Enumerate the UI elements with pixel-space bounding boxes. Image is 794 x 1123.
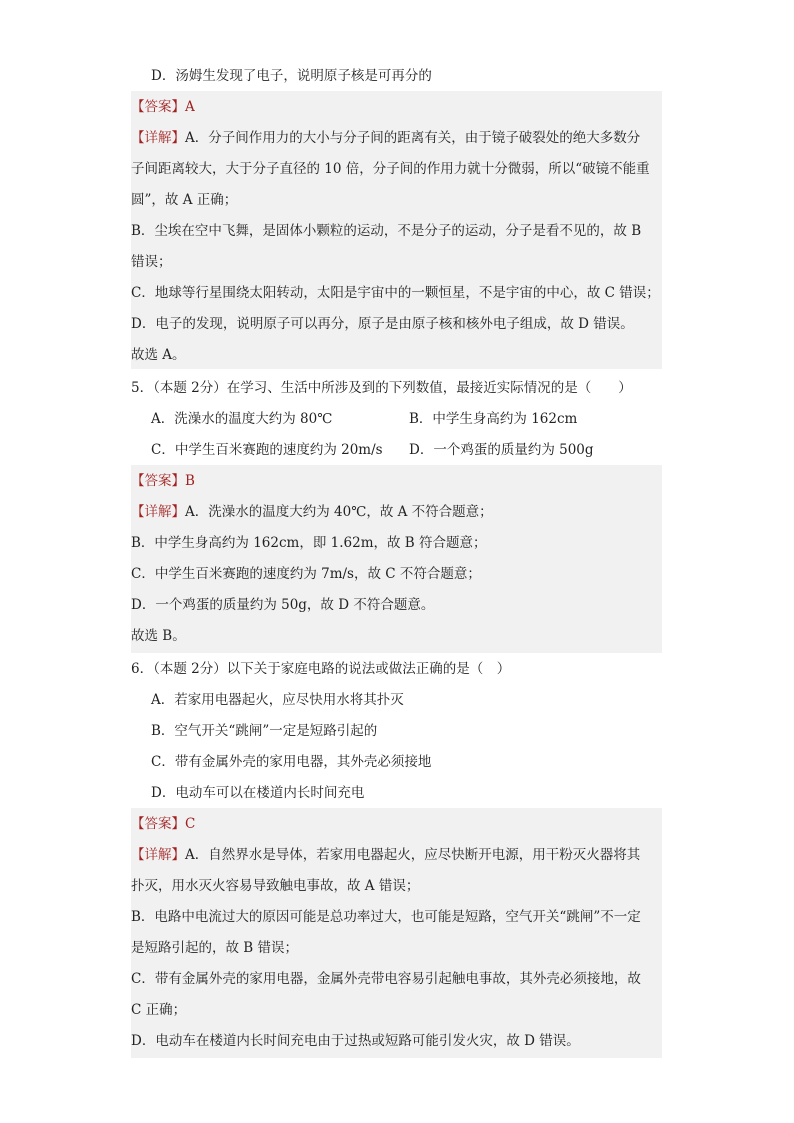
q6-option-b: B．空气开关“跳闸”一定是短路引起的 [151,723,378,739]
q6-option-a: A．若家用电器起火，应尽快用水将其扑灭 [151,692,404,708]
q5-detail-line-0 [131,502,493,522]
answer-tag: 【答案】 [131,99,185,115]
q5-detail-line-3: D．一个鸡蛋的质量约为 50g，故 D 不符合题意。 [131,597,435,613]
detail-tag: 【详解】 [131,847,185,863]
q4-detail-line-0 [131,128,640,148]
q5-option-c: C．中学生百米赛跑的速度约为 20m/s [151,442,383,458]
q4-answer [131,97,195,117]
detail-text: A．自然界水是导体，若家用电器起火，应尽快断开电源，用干粉灭火器将其 [185,847,641,863]
q4-detail-line-2: 圆”，故 A 正确； [131,192,238,208]
q6-stem: 6．（本题 2分）以下关于家庭电路的说法或做法正确的是（ ） [131,661,511,677]
q5-option-d: D．一个鸡蛋的质量约为 500g [409,442,594,458]
q5-detail-line-4: 故选 B。 [131,628,186,644]
q6-detail-line-0 [131,845,640,865]
detail-text: A．洗澡水的温度大约为 40℃，故 A 不符合题意； [185,504,493,520]
detail-text: A．分子间作用力的大小与分子间的距离有关，由于镜子破裂处的绝大多数分 [185,130,641,146]
q4-detail-line-4: 错误； [131,254,172,270]
q5-detail-line-2: C．中学生百米赛跑的速度约为 7m/s，故 C 不符合题意； [131,566,481,582]
q6-option-d: D．电动车可以在楼道内长时间充电 [151,785,365,801]
q5-solution-block [131,465,662,653]
q6-detail-line-2: B．电路中电流过大的原因可能是总功率过大，也可能是短路，空气开关“跳闸”不一定 [131,909,641,925]
q6-detail-line-3: 是短路引起的，故 B 错误； [131,940,299,956]
q6-detail-line-4: C．带有金属外壳的家用电器，金属外壳带电容易引起触电事故，其外壳必须接地，故 [131,971,641,987]
q4-detail-line-1: 子间距离较大，大于分子直径的 10 倍，分子间的作用力就十分微弱，所以“破镜不能重 [131,161,650,177]
q6-detail-line-6: D．电动车在楼道内长时间充电由于过热或短路可能引发火灾，故 D 错误。 [131,1033,580,1049]
q4-detail-line-3: B．尘埃在空中飞舞，是固体小颗粒的运动，不是分子的运动，分子是看不见的，故 B [131,223,642,239]
detail-tag: 【详解】 [131,130,185,146]
answer-tag: 【答案】 [131,816,185,832]
q5-option-b: B．中学生身高约为 162cm [409,411,578,427]
q5-detail-line-1: B．中学生身高约为 162cm，即 1.62m，故 B 符合题意； [131,535,487,551]
q5-answer [131,471,195,491]
q6-detail-line-1: 扑灭，用水灭火容易导致触电事故，故 A 错误； [131,878,420,894]
q6-option-c: C．带有金属外壳的家用电器，其外壳必须接地 [151,754,432,770]
q5-stem: 5．（本题 2分）在学习、生活中所涉及到的下列数值，最接近实际情况的是（ ） [131,380,632,396]
q4-option-d: D．汤姆生发现了电子，说明原子核是可再分的 [151,68,432,84]
detail-tag: 【详解】 [131,504,185,520]
q5-option-a: A．洗澡水的温度大约为 80℃ [151,411,333,427]
q4-detail-line-5: C．地球等行星围绕太阳转动，太阳是宇宙中的一颗恒星，不是宇宙的中心，故 C 错误； [131,285,660,301]
answer-value: A [185,99,195,115]
q4-detail-line-7: 故选 A。 [131,347,186,363]
answer-value: B [185,473,195,489]
q4-detail-line-6: D．电子的发现，说明原子可以再分，原子是由原子核和核外电子组成，故 D 错误。 [131,316,634,332]
q6-detail-line-5: C 正确； [131,1002,187,1018]
answer-tag: 【答案】 [131,473,185,489]
answer-value: C [185,816,196,832]
q6-answer [131,814,195,834]
